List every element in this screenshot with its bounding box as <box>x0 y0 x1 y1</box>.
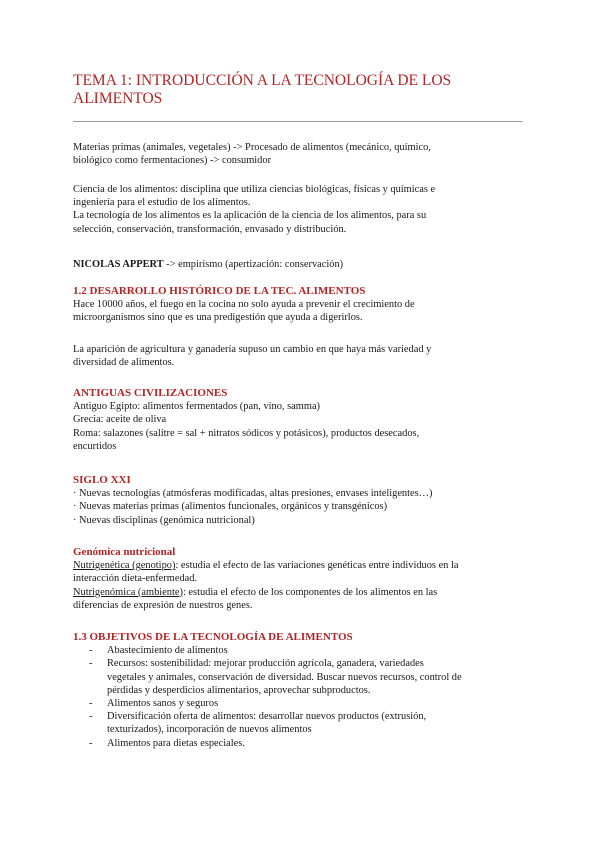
text-line: diferencias de expresión de nuestros genes. <box>73 599 253 611</box>
text-line: La tecnología de los alimentos es la aplicación de la ciencia de los alimentos, para su <box>73 210 427 222</box>
text-line: Ciencia de los alimentos: disciplina que utiliza ciencias biológicas, físicas y químicas e <box>73 184 436 195</box>
text-line: diversidad de alimentos. <box>73 357 175 369</box>
appert-line <box>73 258 528 271</box>
ancient-civilizations <box>73 387 528 453</box>
section-1-2 <box>73 285 528 325</box>
text-line: · Nuevas disciplinas (genómica nutricional) <box>73 514 255 526</box>
text-line: Antiguo Egipto: alimentos fermentados (pan, vino, samma) <box>73 401 321 413</box>
siglo-xxi <box>73 474 528 527</box>
text-line: Materias primas (animales, vegetales) -> Procesado de alimentos (mecánico, químico, <box>73 142 431 153</box>
text-line: biológico como fermentaciones) -> consumidor <box>73 155 272 167</box>
subsection-heading: ANTIGUAS CIVILIZACIONES <box>73 387 228 399</box>
nutrigenetica-definition: : estudia el efecto de las variaciones genéticas entre individuos en la <box>175 560 459 572</box>
text-line: Hace 10000 años, el fuego en la cocina no solo ayuda a prevenir el crecimiento de <box>73 299 415 311</box>
title-divider <box>73 121 523 122</box>
section-heading: 1.2 DESARROLLO HISTÓRICO DE LA TEC. ALIMENTOS <box>73 285 366 297</box>
title-line-1: TEMA 1: INTRODUCCIÓN A LA TECNOLOGÍA DE LOS <box>73 72 452 89</box>
subsection-heading: SIGLO XXI <box>73 474 131 486</box>
text-line: ingeniería para el estudio de los alimentos. <box>73 197 251 209</box>
nutrigenomica-definition: : estudia el efecto de los componentes de los alimentos en las <box>182 586 438 598</box>
text-line: Grecia: aceite de oliva <box>73 414 167 426</box>
agriculture-paragraph <box>73 343 528 369</box>
list-item: - Diversificación oferta de alimentos: desarrollar nuevos productos (extrusión, texturizados), incorporación de nuevos alimentos <box>73 710 528 736</box>
section-heading: 1.3 OBJETIVOS DE LA TECNOLOGÍA DE ALIMENTOS <box>73 631 353 643</box>
text-line: · Nuevas materias primas (alimentos funcionales, orgánicos y transgénicos) <box>73 501 388 513</box>
text-line: Roma: salazones (salitre = sal + nitratos sódicos y potásicos), productos desecados, <box>73 427 420 439</box>
text-line: La aparición de agricultura y ganadería supuso un cambio en que haya más variedad y <box>73 344 432 355</box>
appert-description: -> empirismo (apertización: conservación) <box>163 259 344 270</box>
text-line: microorganismos sino que es una predigestión que ayuda a digerirlos. <box>73 312 363 324</box>
intro-paragraph <box>73 141 528 167</box>
objectives-list <box>73 644 528 750</box>
nutrigenomica-term: Nutrigenómica (ambiente) <box>73 586 183 598</box>
subsection-heading: Genómica nutricional <box>73 546 176 558</box>
list-item: - Abastecimiento de alimentos <box>73 644 528 657</box>
list-item: - Alimentos para dietas especiales. <box>73 737 528 750</box>
text-line: interacción dieta-enfermedad. <box>73 573 198 585</box>
title-line-2: ALIMENTOS <box>73 90 163 107</box>
appert-name: NICOLAS APPERT <box>73 259 164 270</box>
section-1-3 <box>73 631 528 750</box>
genomica-nutricional <box>73 546 528 612</box>
list-item: - Alimentos sanos y seguros <box>73 697 528 710</box>
text-line: encurtidos <box>73 440 117 452</box>
document-title <box>73 72 503 108</box>
text-line: · Nuevas tecnologías (atmósferas modificadas, altas presiones, envases inteligentes…) <box>73 488 433 500</box>
list-item: - Recursos: sostenibilidad: mejorar producción agrícola, ganadera, variedades vegetales y animales, conservación de diversidad. Buscar nuevos recursos, control de pérdidas y desperdicios alimentarios, aprovechar subproductos. <box>73 657 528 697</box>
definition-paragraph <box>73 183 528 236</box>
text-line: selección, conservación, transformación, envasado y distribución. <box>73 223 347 235</box>
nutrigenetica-term: Nutrigenética (genotipo) <box>73 560 176 572</box>
